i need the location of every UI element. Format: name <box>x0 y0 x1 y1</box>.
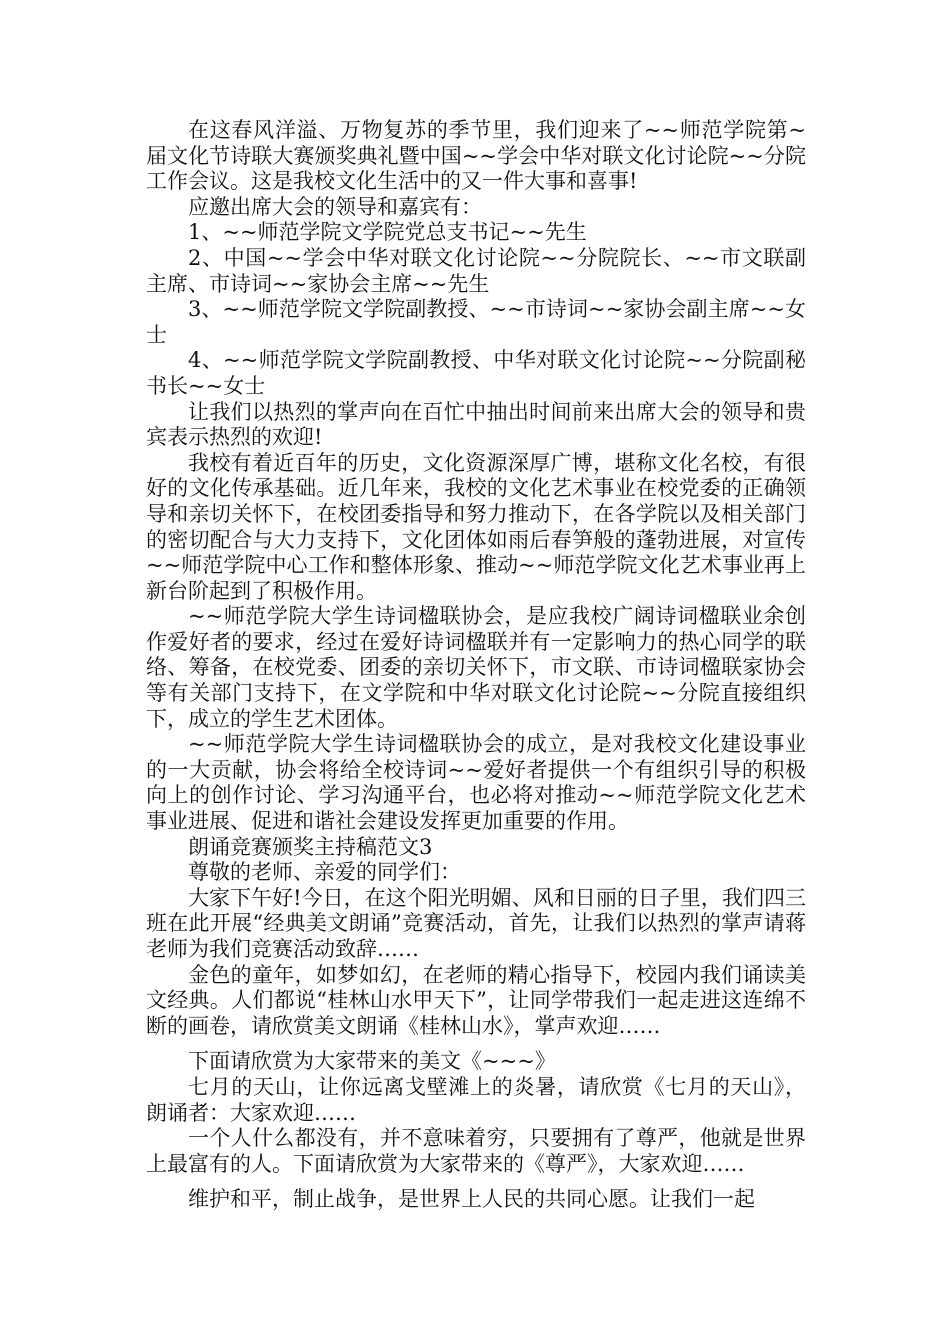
paragraph-salutation: 尊敬的老师、亲爱的同学们： <box>188 860 461 885</box>
paragraph-guest-1: 1、~~师范学院文学院党总支书记~~先生 <box>188 220 587 245</box>
paragraph-opening: 在这春风洋溢、万物复苏的季节里，我们迎来了~~师范学院第~届文化节诗联大赛颁奖典礼暨中国~~学会中华对联文化讨论院~~分院工作会议。这是我校文化生活中的又一件大事和喜事! <box>146 118 806 194</box>
paragraph-welcome: 让我们以热烈的掌声向在百忙中抽出时间前来出席大会的领导和贵宾表示热烈的欢迎! <box>146 399 806 450</box>
paragraph-peace: 维护和平，制止战争，是世界上人民的共同心愿。让我们一起 <box>188 1187 755 1212</box>
paragraph-greeting: 大家下午好!今日，在这个阳光明媚、风和日丽的日子里，我们四三班在此开展“经典美文朗诵”竞赛活动，首先，让我们以热烈的掌声请蒋老师为我们竞赛活动致辞…… <box>146 885 806 961</box>
paragraph-next-recital: 下面请欣赏为大家带来的美文《~~~》 <box>188 1049 556 1074</box>
paragraph-guests-intro: 应邀出席大会的领导和嘉宾有： <box>188 194 482 219</box>
paragraph-association-founding: ~~师范学院大学生诗词楹联协会，是应我校广阔诗词楹联业余创作爱好者的要求，经过在爱好诗词楹联并有一定影响力的热心同学的联络、筹备，在校党委、团委的亲切关怀下，市文联、市诗词楹联家协会等有关部门支持下，在文学院和中华对联文化讨论院~~分院直接组织下，成立的学生艺术团体。 <box>146 604 806 731</box>
paragraph-tianshan: 七月的天山，让你远离戈壁滩上的炎暑，请欣赏《七月的天山》，朗诵者：大家欢迎…… <box>146 1074 806 1125</box>
paragraph-guest-2: 2、中国~~学会中华对联文化讨论院~~分院院长、~~市文联副主席、市诗词~~家协会主席~~先生 <box>146 245 806 296</box>
paragraph-school-history: 我校有着近百年的历史，文化资源深厚广博，堪称文化名校，有很好的文化传承基础。近几年来，我校的文化艺术事业在校党委的正确领导和亲切关怀下，在校团委指导和努力推动下，在各学院以及相关部门的密切配合与大力支持下，文化团体如雨后春笋般的蓬勃进展，对宣传~~师范学院中心工作和整体形象、推动~~师范学院文化艺术事业再上新台阶起到了积极作用。 <box>146 450 806 603</box>
paragraph-dignity: 一个人什么都没有，并不意味着穷，只要拥有了尊严，他就是世界上最富有的人。下面请欣赏为大家带来的《尊严》，大家欢迎…… <box>146 1126 806 1176</box>
paragraph-guest-3: 3、~~师范学院文学院副教授、~~市诗词~~家协会副主席~~女士 <box>146 297 806 347</box>
paragraph-association-significance: ~~师范学院大学生诗词楹联协会的成立，是对我校文化建设事业的一大贡献，协会将给全校诗词~~爱好者提供一个有组织引导的积极向上的创作讨论、学习沟通平台，也必将对推动~~师范学院文化艺术事业进展、促进和谐社会建设发挥更加重要的作用。 <box>146 732 806 834</box>
paragraph-guest-4: 4、~~师范学院文学院副教授、中华对联文化讨论院~~分院副秘书长~~女士 <box>146 348 806 398</box>
paragraph-guilin: 金色的童年，如梦如幻，在老师的精心指导下，校园内我们诵读美文经典。人们都说“桂林山水甲天下”，让同学带我们一起走进这连绵不断的画卷，请欣赏美文朗诵《桂林山水》，掌声欢迎…… <box>146 962 806 1038</box>
document-page <box>146 118 806 1213</box>
section-heading: 朗诵竞赛颁奖主持稿范文3 <box>188 834 433 859</box>
